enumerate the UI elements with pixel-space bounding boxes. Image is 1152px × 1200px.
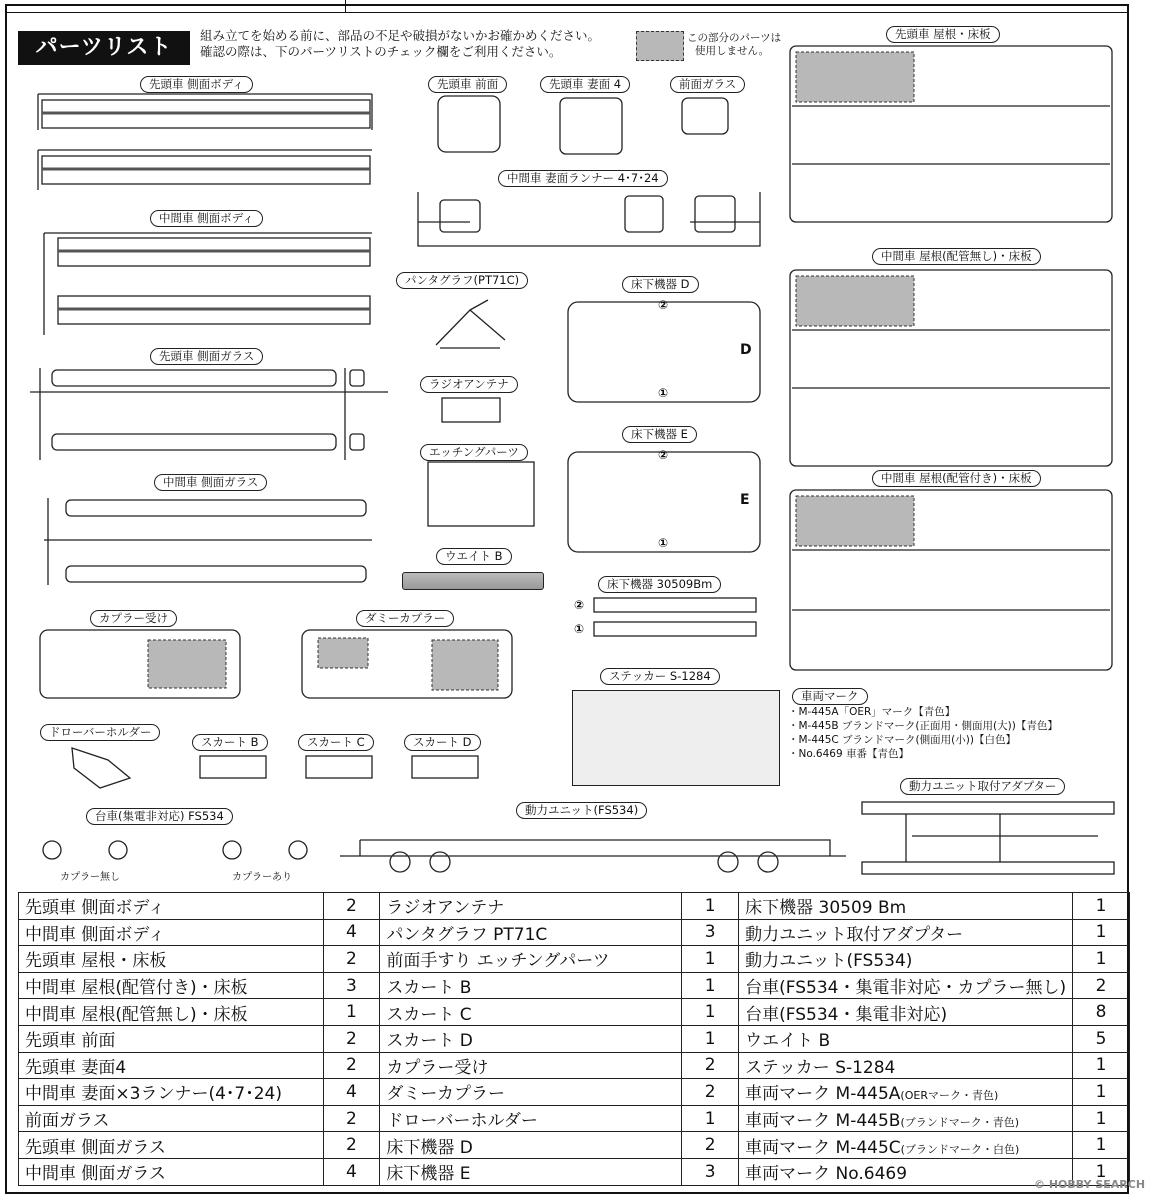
label-underfloor-e: 床下機器 E [622, 426, 697, 443]
parts-row [19, 893, 1130, 920]
part-name: 動力ユニット取付アダプター [745, 924, 964, 945]
label-front-glass: 前面ガラス [670, 76, 745, 93]
part-name: 車両マーク M-445A [745, 1084, 901, 1105]
part-qty: 1 [1073, 919, 1130, 946]
part-qty: 3 [682, 1158, 739, 1185]
watermark: © HOBBY SEARCH [1034, 1178, 1146, 1191]
part-qty: 1 [1073, 1052, 1130, 1079]
label-mid-roof-pipe: 中間車 屋根(配管付き)・床板 [872, 470, 1041, 487]
part-name-cell [19, 1105, 324, 1132]
runner-mark-1-e: ① [658, 536, 669, 550]
part-name-cell [19, 999, 324, 1026]
label-lead-front: 先頭車 前面 [428, 76, 507, 93]
part-name: 台車(FS534・集電非対応) [745, 1004, 948, 1025]
part-name: 床下機器 E [386, 1164, 471, 1185]
parts-row [19, 1052, 1130, 1079]
part-name-cell [380, 893, 682, 920]
part-name-cell [380, 1052, 682, 1079]
label-skirt-b: スカート B [192, 734, 268, 751]
part-qty: 2 [682, 1132, 739, 1159]
part-name-cell [19, 972, 324, 999]
sticker-sheet [572, 690, 780, 786]
part-name-cell [19, 893, 324, 920]
part-qty: 2 [682, 1052, 739, 1079]
part-name-cell [380, 972, 682, 999]
part-name: スカート D [386, 1031, 473, 1052]
label-sticker: ステッカー S-1284 [600, 668, 720, 685]
part-qty: 2 [323, 1105, 380, 1132]
part-name-cell [19, 946, 324, 973]
part-qty: 4 [323, 1158, 380, 1185]
label-underfloor-d: 床下機器 D [622, 276, 699, 293]
part-name: ステッカー S-1284 [745, 1057, 896, 1078]
part-name: パンタグラフ PT71C [386, 924, 548, 945]
part-name: カプラー受け [386, 1057, 489, 1078]
part-name-cell [380, 946, 682, 973]
runner-mark-1-30509: ① [574, 622, 585, 636]
part-name-cell [380, 1079, 682, 1106]
part-name-cell [739, 1105, 1073, 1132]
part-name: 先頭車 側面ガラス [25, 1137, 166, 1158]
part-name-cell [739, 1052, 1073, 1079]
part-name-note: (ブランドマーク・白色) [900, 1142, 1020, 1156]
part-name: 床下機器 30509 Bm [745, 898, 907, 919]
part-name-cell [739, 1025, 1073, 1052]
unused-line-1: この部分のパーツは [687, 32, 782, 44]
part-name: 先頭車 妻面4 [25, 1057, 127, 1078]
runner-mark-2-d: ② [658, 298, 669, 312]
runner-mark-2-30509: ② [574, 598, 585, 612]
part-name: 床下機器 D [386, 1137, 473, 1158]
part-qty: 2 [1073, 972, 1130, 999]
part-name-cell [19, 1132, 324, 1159]
parts-row [19, 946, 1130, 973]
part-name-note: (OERマーク・青色) [900, 1089, 999, 1103]
label-coupler-recv: カプラー受け [90, 610, 177, 627]
parts-row [19, 972, 1130, 999]
part-qty: 8 [1073, 999, 1130, 1026]
intro-line-2: 確認の際は、下のパーツリストのチェック欄をご利用ください。 [200, 44, 562, 59]
part-qty: 1 [682, 1025, 739, 1052]
part-qty: 2 [323, 893, 380, 920]
lead-end4 [560, 98, 622, 154]
label-bogie: 台車(集電非対応) FS534 [86, 808, 233, 825]
parts-row [19, 999, 1130, 1026]
part-name: 中間車 妻面×3ランナー(4･7･24) [25, 1084, 282, 1105]
part-name-cell [19, 1158, 324, 1185]
parts-row [19, 1105, 1130, 1132]
runner-letter-d: D [740, 342, 752, 358]
part-name-cell [380, 1158, 682, 1185]
label-dummy-coupler: ダミーカプラー [356, 610, 454, 627]
part-name-cell [380, 1132, 682, 1159]
part-name: 車両マーク M-445C [745, 1137, 901, 1158]
part-name: ラジオアンテナ [386, 898, 505, 919]
parts-row [19, 1132, 1130, 1159]
part-name-cell [380, 1025, 682, 1052]
part-qty: 1 [1073, 1132, 1130, 1159]
part-name-cell [739, 893, 1073, 920]
part-qty: 1 [1073, 1105, 1130, 1132]
label-power-unit: 動力ユニット(FS534) [516, 802, 647, 819]
part-name: スカート C [386, 1004, 472, 1025]
part-qty: 1 [682, 1105, 739, 1132]
part-qty: 1 [1073, 893, 1130, 920]
page-title: パーツリスト [18, 31, 190, 65]
part-name-cell [739, 919, 1073, 946]
part-qty: 2 [323, 1025, 380, 1052]
part-qty: 3 [682, 919, 739, 946]
part-name: 中間車 側面ガラス [25, 1164, 166, 1185]
part-name: 車両マーク No.6469 [745, 1164, 908, 1185]
part-name-cell [739, 946, 1073, 973]
part-qty: 1 [682, 893, 739, 920]
parts-checklist-table [18, 892, 1130, 1186]
part-name: 先頭車 屋根・床板 [25, 951, 167, 972]
part-name: 前面手すり エッチングパーツ [386, 951, 610, 972]
part-name: 台車(FS534・集電非対応・カプラー無し) [745, 978, 1067, 999]
part-name: 車両マーク M-445B [745, 1111, 901, 1132]
part-name-cell [739, 1079, 1073, 1106]
part-name-cell [739, 1158, 1073, 1185]
note-coupler-with: カプラーあり [232, 872, 292, 883]
label-weight-b: ウエイト B [436, 548, 512, 565]
part-qty: 1 [1073, 946, 1130, 973]
part-name: 中間車 屋根(配管無し)・床板 [25, 1004, 248, 1025]
part-name: ダミーカプラー [386, 1084, 506, 1105]
label-skirt-c: スカート C [298, 734, 374, 751]
part-name-note: (ブランドマーク・青色) [900, 1116, 1020, 1130]
parts-row [19, 1079, 1130, 1106]
part-name-cell [19, 1052, 324, 1079]
label-skirt-d: スカート D [404, 734, 481, 751]
note-coupler-none: カプラー無し [60, 872, 120, 883]
part-qty: 1 [323, 999, 380, 1026]
label-underfloor-30509: 床下機器 30509Bm [598, 576, 721, 593]
part-name-cell [19, 1025, 324, 1052]
part-qty: 3 [323, 972, 380, 999]
label-mid-side-glass: 中間車 側面ガラス [154, 474, 267, 491]
mark-item: ・M-445A「OER」マーク【青色】 [788, 706, 956, 718]
part-name-cell [380, 919, 682, 946]
part-name-cell [739, 1132, 1073, 1159]
label-lead-end4: 先頭車 妻面 4 [540, 76, 630, 93]
parts-row [19, 919, 1130, 946]
part-qty: 2 [323, 946, 380, 973]
part-qty: 4 [323, 1079, 380, 1106]
part-qty: 2 [323, 1052, 380, 1079]
part-name: 動力ユニット(FS534) [745, 951, 913, 972]
part-name: 中間車 側面ボディ [25, 924, 166, 945]
part-qty: 2 [682, 1079, 739, 1106]
part-qty: 1 [682, 972, 739, 999]
label-lead-roof: 先頭車 屋根・床板 [886, 26, 1000, 43]
label-mid-roof-no-pipe: 中間車 屋根(配管無し)・床板 [872, 248, 1041, 265]
parts-row [19, 1158, 1130, 1185]
part-name: 先頭車 前面 [25, 1031, 116, 1052]
part-name-cell [380, 1105, 682, 1132]
label-adapter: 動力ユニット取付アダプター [900, 778, 1065, 795]
part-name: 前面ガラス [25, 1111, 110, 1132]
runner-letter-e: E [740, 492, 750, 508]
label-lead-side-glass: 先頭車 側面ガラス [150, 348, 263, 365]
label-etching: エッチングパーツ [420, 444, 528, 461]
part-name: 中間車 屋根(配管付き)・床板 [25, 978, 248, 999]
vehicle-mark-list [788, 705, 1058, 761]
part-qty: 1 [1073, 1158, 1130, 1185]
runner-mark-2-e: ② [658, 448, 669, 462]
label-mid-side-body: 中間車 側面ボディ [150, 210, 263, 227]
mark-item: ・M-445B ブランドマーク(正面用・側面用(大))【青色】 [788, 720, 1058, 732]
part-name: スカート B [386, 978, 472, 999]
part-qty: 2 [323, 1132, 380, 1159]
mark-item: ・M-445C ブランドマーク(側面用(小))【白色】 [788, 734, 1016, 746]
label-radio-antenna: ラジオアンテナ [420, 376, 518, 393]
label-mid-end-runner: 中間車 妻面ランナー 4･7･24 [498, 170, 668, 187]
lead-front [438, 96, 500, 152]
label-vehicle-mark: 車両マーク [792, 688, 868, 705]
part-name: ウエイト B [745, 1031, 831, 1052]
part-name: ドローバーホルダー [386, 1111, 538, 1132]
part-name-cell [19, 1079, 324, 1106]
front-glass [682, 98, 728, 134]
part-name-cell [739, 999, 1073, 1026]
parts-row [19, 1025, 1130, 1052]
mark-item: ・No.6469 車番【青色】 [788, 748, 909, 760]
unused-line-2: 使用しません。 [695, 45, 770, 57]
part-name-cell [19, 919, 324, 946]
label-drawbar: ドローバーホルダー [40, 724, 160, 741]
part-qty: 1 [682, 999, 739, 1026]
intro-line-1: 組み立てを始める前に、部品の不足や破損がないかお確かめください。 [200, 28, 601, 43]
part-qty: 1 [1073, 1079, 1130, 1106]
weight-b-part [402, 572, 544, 590]
part-qty: 5 [1073, 1025, 1130, 1052]
part-name-cell [739, 972, 1073, 999]
part-qty: 1 [682, 946, 739, 973]
label-pantograph: パンタグラフ(PT71C) [396, 272, 528, 289]
part-name-cell [380, 999, 682, 1026]
part-qty: 4 [323, 919, 380, 946]
runner-mark-1-d: ① [658, 386, 669, 400]
label-lead-side-body: 先頭車 側面ボディ [140, 76, 253, 93]
part-name: 先頭車 側面ボディ [25, 898, 166, 919]
